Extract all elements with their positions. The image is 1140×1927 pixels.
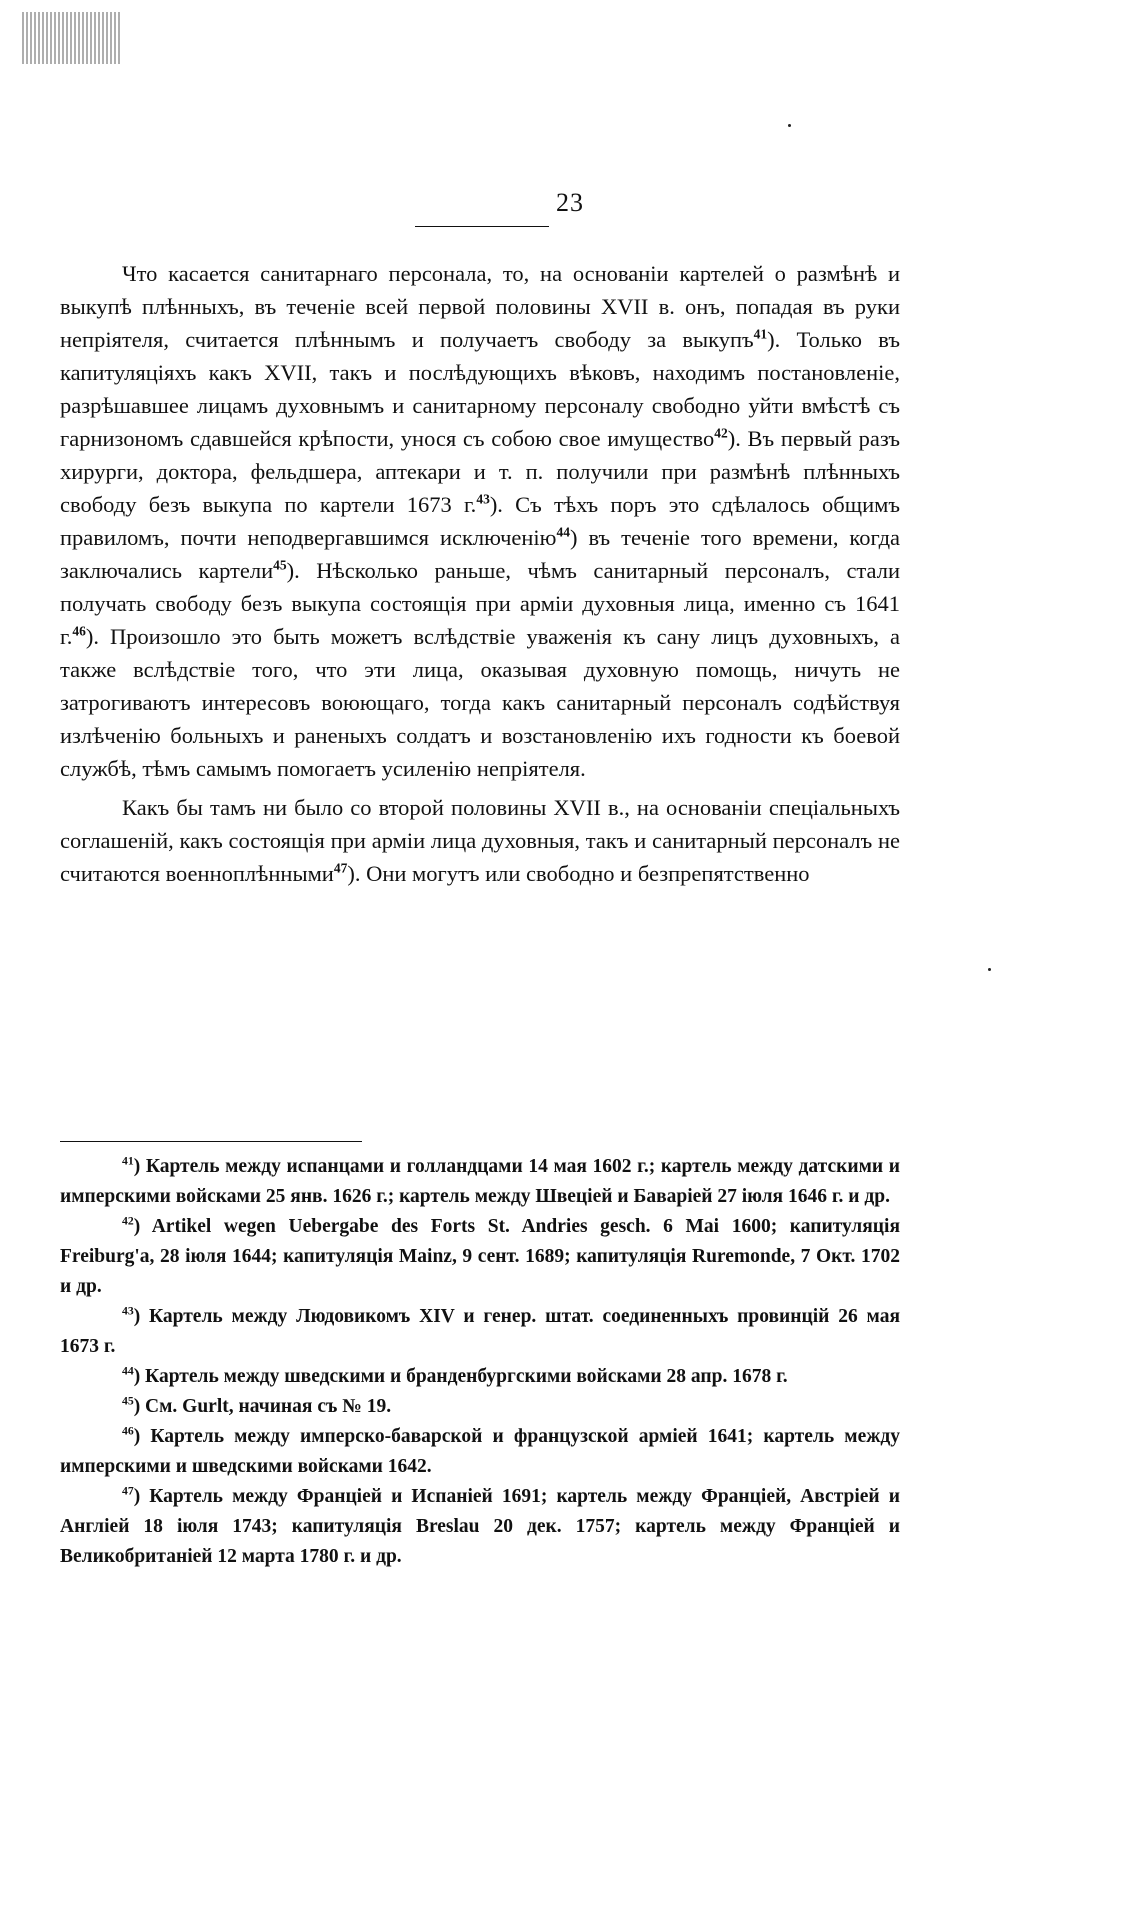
footnote-reference: 42 (714, 425, 728, 441)
footnote-mark: 47 (122, 1484, 134, 1498)
footnote-reference: 44 (556, 524, 570, 540)
speck (988, 968, 991, 971)
footnote (60, 1422, 900, 1482)
body-paragraph (60, 791, 900, 890)
paragraph-text: Какъ бы тамъ ни было со второй половины XVII в., на основаніи спеціальныхъ соглашеній, какъ состоящія при арміи лица духовныя, такъ и санитарный персоналъ не считаются военноплѣнными (60, 795, 900, 886)
footnote-text: ) См. Gurlt, начиная съ № 19. (133, 1396, 392, 1417)
paragraph-text: ). Съ тѣхъ поръ это сдѣлалось общимъ правиломъ, почти неподвергавшимся исключенію (60, 492, 900, 550)
main-text (60, 257, 900, 896)
footnote-text: ) Картель между имперско-баварской и французской арміей 1641; картель между имперскими и шведскими войсками 1642. (60, 1426, 900, 1477)
footnote-text: ) Картель между испанцами и голландцами 14 мая 1602 г.; картель между датскими и имперскими войсками 25 янв. 1626 г.; картель между Швеціей и Баваріей 27 іюля 1646 г. и др. (60, 1156, 900, 1207)
scan-artifact (22, 12, 122, 64)
page-number: 23 (556, 188, 584, 217)
footnote (60, 1152, 900, 1212)
footnote-mark: 46 (122, 1424, 134, 1438)
footnote-reference: 46 (72, 623, 86, 639)
footnote (60, 1212, 900, 1302)
paragraph-text: Что касается санитарнаго персонала, то, на основаніи картелей о размѣнѣ и выкупѣ плѣнныхъ, въ теченіе всей первой половины XVII в. онъ, попадая въ руки непріятеля, считается плѣннымъ и получаетъ свободу за выкупъ (60, 261, 900, 352)
footnote (60, 1482, 900, 1572)
footnote-reference: 41 (753, 326, 768, 342)
footnote-mark: 45 (122, 1394, 134, 1408)
footnote-reference: 47 (333, 860, 348, 876)
footnote-mark: 43 (122, 1304, 134, 1318)
body-paragraph (60, 257, 900, 785)
paragraph-text: ). Нѣсколько раньше, чѣмъ санитарный персоналъ, стали получать свободу безъ выкупа состоящія при арміи духовныя лица, именно съ 1641 г. (60, 558, 900, 649)
footnote-rule (60, 1141, 362, 1142)
footnote-text: ) Картель между Франціей и Испаніей 1691; картель между Франціей, Австріей и Англіей 18 іюля 1743; капитуляція Breslau 20 дек. 1757; картель между Франціей и Великобританіей 12 марта 1780 г. и др. (60, 1486, 900, 1567)
footnote-reference: 43 (476, 491, 490, 507)
footnote-reference: 45 (273, 557, 287, 573)
paragraph-text: ). Только въ капитуляціяхъ какъ XVII, такъ и послѣдующихъ вѣковъ, находимъ постановленіе, разрѣшавшее лицамъ духовнымъ и санитарному персоналу свободно уйти вмѣстѣ съ гарнизономъ сдавшейся крѣпости, унося съ собою свое имущество (60, 327, 900, 451)
paragraph-text: ) въ теченіе того времени, когда заключались картели (60, 525, 901, 583)
footnote-mark: 42 (122, 1214, 134, 1228)
footnote-mark: 44 (122, 1364, 134, 1378)
paragraph-text: ). Они могутъ или свободно и безпрепятственно (347, 861, 810, 886)
footnote-text: ) Картель между Людовикомъ XIV и генер. штат. соединенныхъ провинцій 26 мая 1673 г. (60, 1306, 900, 1357)
footnote-text: ) Картель между шведскими и бранденбургскими войсками 28 апр. 1678 г. (133, 1366, 788, 1387)
header-rule (415, 226, 549, 227)
paragraph-text: ). Произошло это быть можетъ вслѣдствіе уваженія къ сану лицъ духовныхъ, а также вслѣдствіе того, что эти лица, оказывая духовную помощь, ничуть не затрогиваютъ интересовъ воюющаго, тогда какъ санитарный персоналъ содѣйствуя излѣченію больныхъ и раненыхъ солдатъ и возстановленію ихъ годности къ боевой службѣ, тѣмъ самымъ помогаетъ усиленію непріятеля. (60, 624, 900, 781)
footnotes (60, 1152, 900, 1572)
speck (788, 124, 791, 127)
footnote-text: ) Artikel wegen Uebergabe des Forts St. Andries gesch. 6 Mai 1600; капитуляція Freiburg'a, 28 іюля 1644; капитуляція Mainz, 9 сент. 1689; капитуляція Ruremonde, 7 Окт. 1702 и др. (60, 1216, 900, 1297)
paragraph-text: ). Въ первый разъ хирурги, доктора, фельдшера, аптекари и т. п. получили при размѣнѣ плѣнныхъ свободу безъ выкупа по картели 1673 г. (60, 426, 900, 517)
footnote (60, 1362, 900, 1392)
footnote (60, 1392, 900, 1422)
footnote (60, 1302, 900, 1362)
footnote-mark: 41 (122, 1154, 134, 1168)
